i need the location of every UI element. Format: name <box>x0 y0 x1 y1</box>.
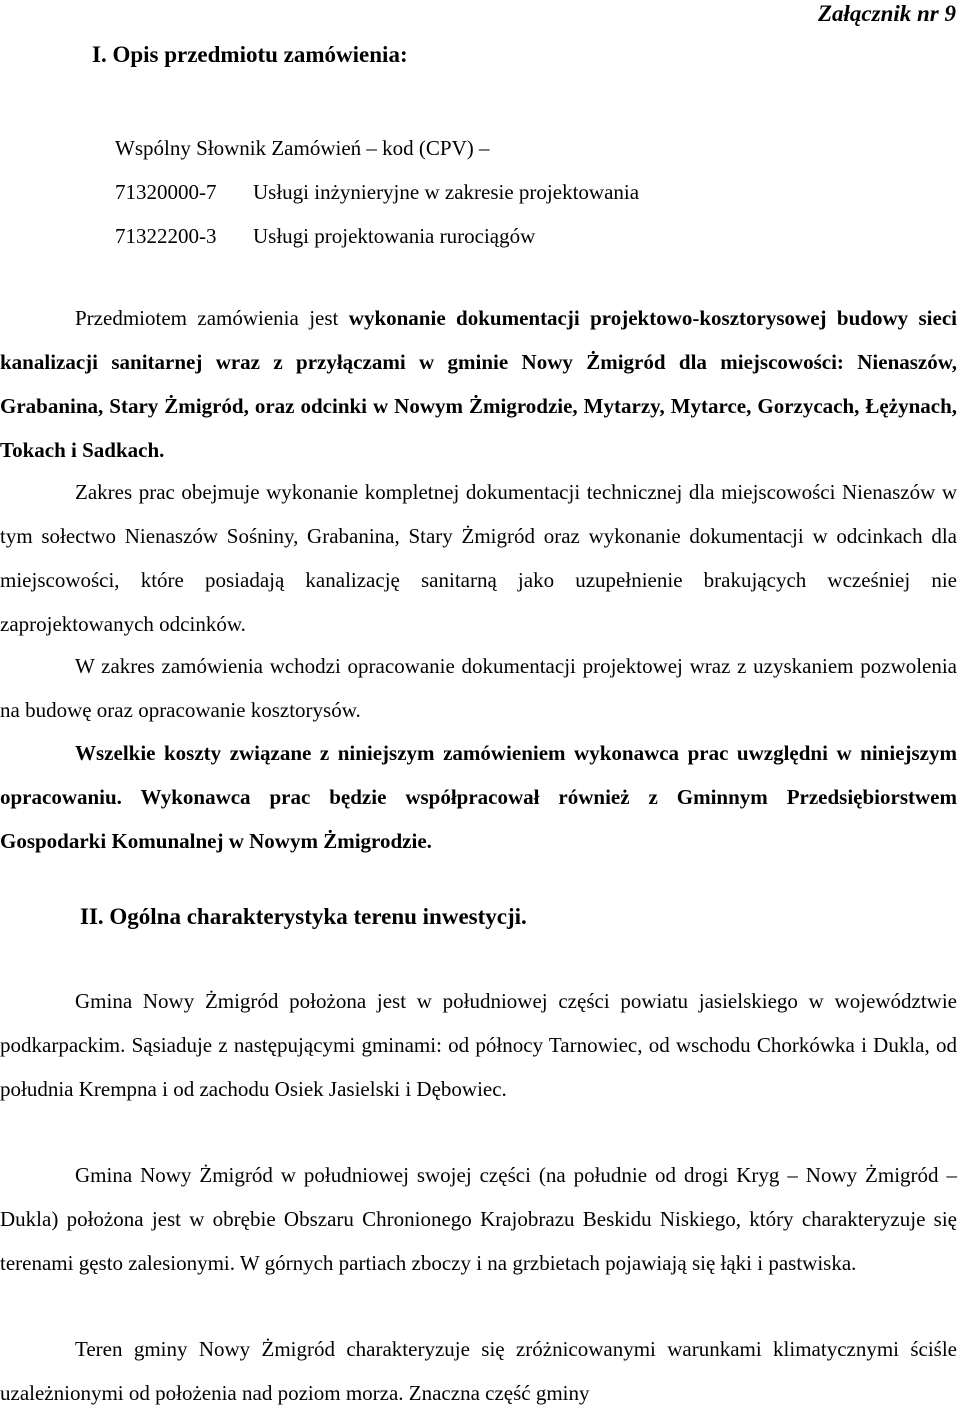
paragraph-order-scope-text: W zakres zamówienia wchodzi opracowanie dokumentacji projektowej wraz z uzyskaniem pozwolenia na budowę oraz opracowanie kosztorysów. <box>0 654 957 722</box>
cpv-heading: Wspólny Słownik Zamówień – kod (CPV) – <box>115 136 490 160</box>
paragraph-subject <box>0 296 957 472</box>
section-title-2: II. Ogólna charakterystyka terenu inwestycji. <box>80 904 527 929</box>
paragraph-location <box>0 979 957 1111</box>
cpv-block <box>115 126 639 258</box>
cpv-description: Usługi inżynieryjne w zakresie projektowania <box>253 180 640 204</box>
paragraph-subject-bold: wykonanie dokumentacji projektowo-kosztorysowej budowy sieci kanalizacji sanitarnej wraz z przyłączami w gminie Nowy Żmigród dla miejscowości: Nienaszów, Grabanina, Stary Żmigród, oraz odcinki w Nowym Żmigrodzie, Mytarzy, Mytarce, Gorzycach, Łężynach, Tokach i Sadkach. <box>0 306 957 462</box>
attachment-label: Załącznik nr 9 <box>817 1 956 26</box>
paragraph-scope-text: Zakres prac obejmuje wykonanie kompletnej dokumentacji technicznej dla miejscowości Nienaszów w tym sołectwo Nienaszów Sośniny, Grabanina, Stary Żmigród oraz wykonanie dokumentacji w odcinkach dla miejscowości, które posiadają kanalizację sanitarną jako uzupełnienie brakujących wcześniej nie zaprojektowanych odcinków. <box>0 480 957 636</box>
cpv-description: Usługi projektowania rurociągów <box>253 224 536 248</box>
paragraph-climate <box>0 1327 957 1415</box>
paragraph-climate-text: Teren gminy Nowy Żmigród charakteryzuje się zróżnicowanymi warunkami klimatycznymi ściśle uzależnionymi od położenia nad poziom morza. Znaczna część gminy <box>0 1337 957 1405</box>
paragraph-costs-text: Wszelkie koszty związane z niniejszym zamówieniem wykonawca prac uwzględni w niniejszym opracowaniu. Wykonawca prac będzie współpracował również z Gminnym Przedsiębiorstwem Gospodarki Komunalnej w Nowym Żmigrodzie. <box>0 741 957 853</box>
section-title-1: I. Opis przedmiotu zamówienia: <box>92 42 408 67</box>
paragraph-order-scope <box>0 644 957 732</box>
paragraph-landscape-text: Gmina Nowy Żmigród w południowej swojej części (na południe od drogi Kryg – Nowy Żmigród – Dukla) położona jest w obrębie Obszaru Chronionego Krajobrazu Beskidu Niskiego, który charakteryzuje się terenami gęsto zalesionymi. W górnych partiach zboczy i na grzbietach pojawiają się łąki i pastwiska. <box>0 1163 957 1275</box>
cpv-code: 71320000-7 <box>115 180 217 204</box>
cpv-code: 71322200-3 <box>115 224 217 248</box>
paragraph-landscape <box>0 1153 957 1285</box>
paragraph-scope <box>0 470 957 646</box>
paragraph-costs <box>0 731 957 863</box>
paragraph-location-text: Gmina Nowy Żmigród położona jest w południowej części powiatu jasielskiego w województwie podkarpackim. Sąsiaduje z następującymi gminami: od północy Tarnowiec, od wschodu Chorkówka i Dukla, od południa Krempna i od zachodu Osiek Jasielski i Dębowiec. <box>0 989 957 1101</box>
paragraph-subject-lead: Przedmiotem zamówienia jest <box>75 306 349 330</box>
cpv-item <box>115 170 639 214</box>
cpv-item <box>115 214 639 258</box>
